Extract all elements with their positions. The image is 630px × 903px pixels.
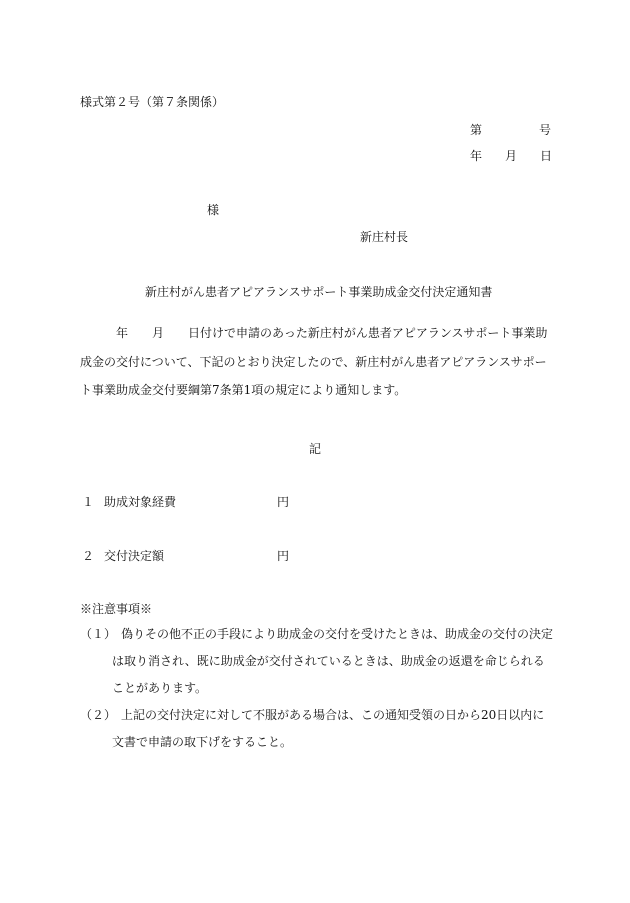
item-number: １ (82, 495, 95, 509)
sender-name: 新庄村長 (360, 230, 409, 244)
addressee-suffix: 様 (207, 203, 220, 217)
body-text: 日付けで申請のあった新庄村がん患者アピアランスサポート事業助成金の交付について、下記のとおり決定したので、新庄村がん患者アピアランスサポート事業助成金交付要綱第7条第1項の規定により通知します。 (80, 326, 548, 397)
note-number: （１） (80, 627, 117, 641)
note-number: （２） (80, 708, 117, 722)
body-month: 月 (152, 326, 165, 340)
ki-heading: 記 (309, 442, 322, 456)
doc-number-suffix: 号 (539, 123, 552, 137)
date-day: 日 (540, 149, 553, 163)
item-number: ２ (82, 549, 95, 563)
body-year: 年 (116, 326, 129, 340)
item-unit: 円 (277, 495, 290, 509)
date-month: 月 (505, 149, 518, 163)
item-label: 交付決定額 (104, 549, 165, 563)
note-text: 偽りその他不正の手段により助成金の交付を受けたときは、助成金の交付の決定は取り消され、既に助成金が交付されているときは、助成金の返還を命じられることがあります。 (112, 627, 554, 695)
notes-heading: ※注意事項※ (80, 602, 153, 616)
item-label: 助成対象経費 (104, 495, 177, 509)
note-text: 上記の交付決定に対して不服がある場合は、この通知受領の日から20日以内に文書で申請の取下げをすること。 (112, 708, 545, 749)
body-paragraph (80, 319, 550, 405)
doc-number-prefix: 第 (470, 123, 483, 137)
form-number: 様式第２号（第７条関係） (80, 95, 225, 109)
date-year: 年 (470, 149, 483, 163)
document-title: 新庄村がん患者アピアランスサポート事業助成金交付決定通知書 (145, 285, 493, 299)
item-unit: 円 (277, 549, 290, 563)
